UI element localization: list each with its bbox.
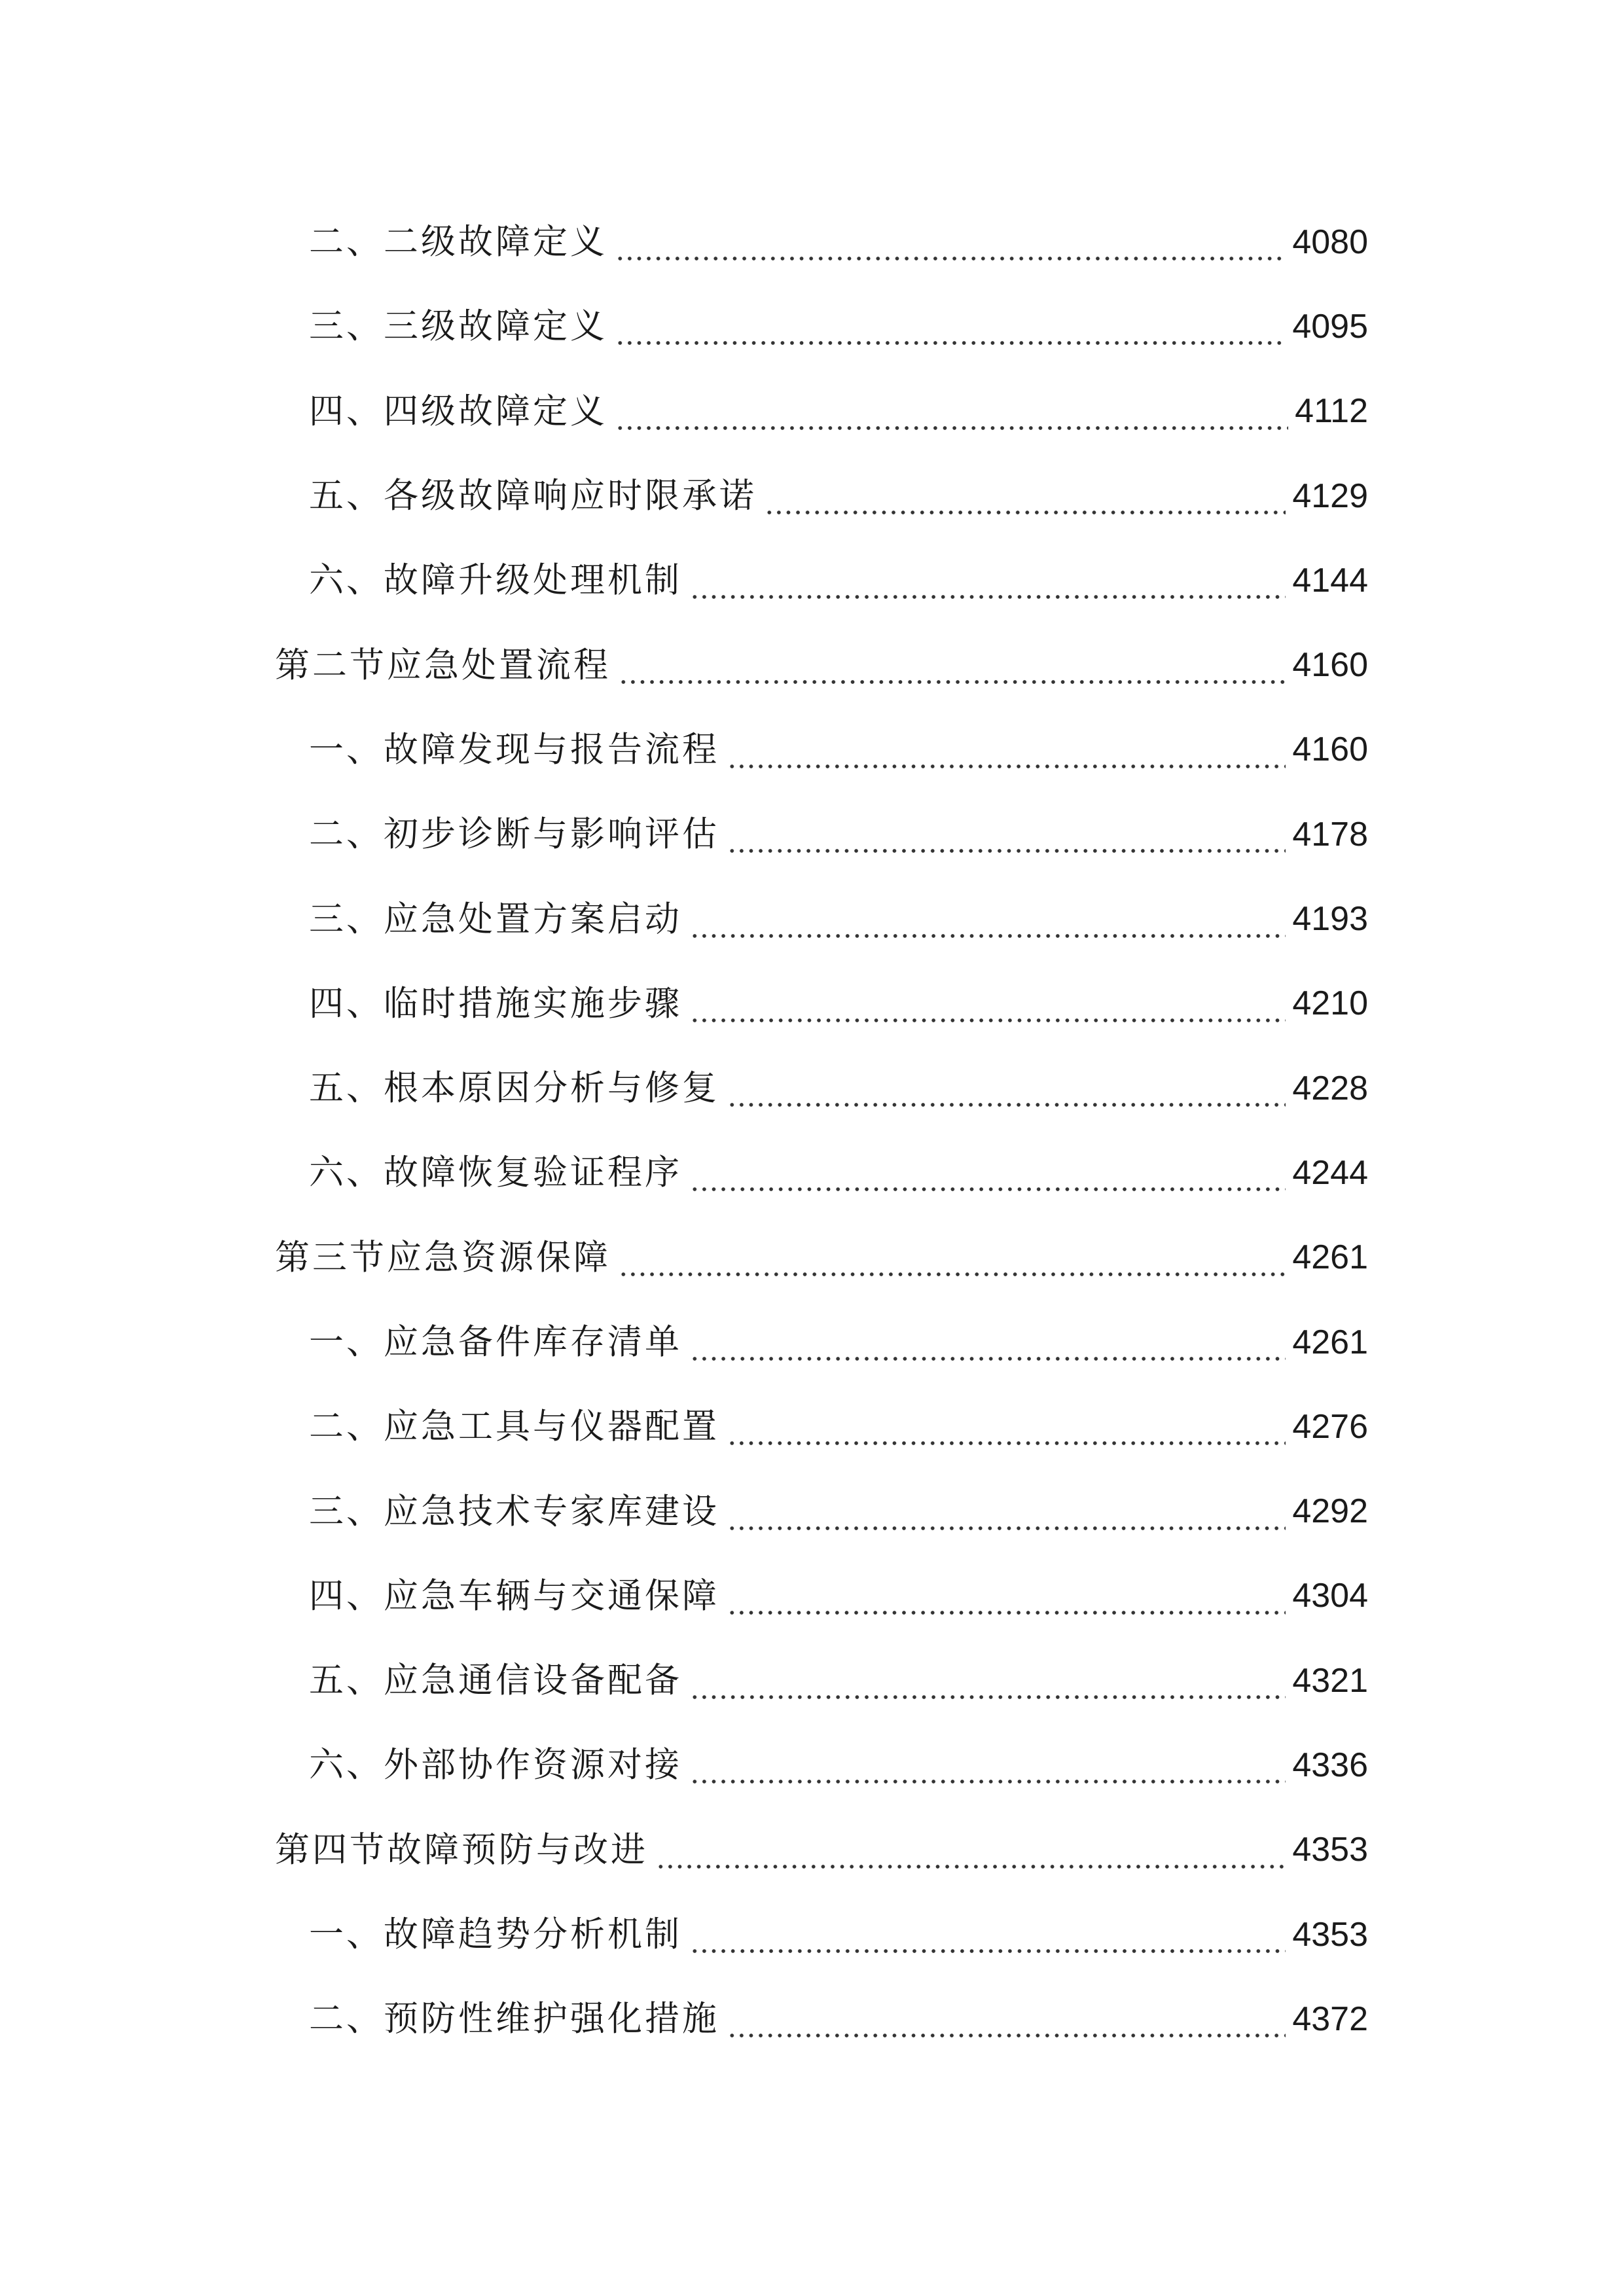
toc-subsection-entry[interactable] bbox=[275, 1130, 1368, 1215]
toc-subsection-entry[interactable] bbox=[275, 1892, 1368, 1977]
toc-dot-leader bbox=[690, 567, 1286, 601]
toc-dot-leader bbox=[727, 2005, 1286, 2040]
toc-entry-title: 第四节故障预防与改进 bbox=[275, 1829, 648, 1870]
toc-dot-leader bbox=[727, 736, 1286, 771]
toc-page-number: 4178 bbox=[1292, 815, 1368, 853]
toc-page-number: 4210 bbox=[1292, 984, 1368, 1023]
toc-entry-title: 五、根本原因分析与修复 bbox=[309, 1068, 719, 1109]
toc-page-number: 4292 bbox=[1292, 1492, 1368, 1531]
toc-entry-title: 第二节应急处置流程 bbox=[275, 645, 611, 685]
toc-entry-title: 二、初步诊断与影响评估 bbox=[309, 814, 719, 855]
toc-subsection-entry[interactable] bbox=[275, 708, 1368, 792]
toc-dot-leader bbox=[690, 1751, 1286, 1786]
toc-entry-title: 三、三级故障定义 bbox=[309, 306, 607, 347]
toc-page-number: 4353 bbox=[1292, 1831, 1368, 1869]
toc-entry-title: 二、应急工具与仪器配置 bbox=[309, 1407, 719, 1447]
toc-page-number: 4304 bbox=[1292, 1577, 1368, 1615]
toc-dot-leader bbox=[690, 1159, 1286, 1194]
toc-subsection-entry[interactable] bbox=[275, 538, 1368, 622]
toc-subsection-entry[interactable] bbox=[275, 1384, 1368, 1469]
toc-subsection-entry[interactable] bbox=[275, 454, 1368, 538]
toc-page-number: 4129 bbox=[1292, 476, 1368, 515]
toc-entry-title: 一、应急备件库存清单 bbox=[309, 1322, 682, 1362]
toc-entry-title: 四、临时措施实施步骤 bbox=[309, 983, 682, 1024]
toc-subsection-entry[interactable] bbox=[275, 1554, 1368, 1638]
toc-entry-title: 一、故障发现与报告流程 bbox=[309, 729, 719, 770]
toc-dot-leader bbox=[615, 228, 1286, 263]
table-of-contents bbox=[275, 200, 1368, 2062]
toc-entry-title: 第三节应急资源保障 bbox=[275, 1237, 611, 1278]
toc-dot-leader bbox=[690, 1329, 1286, 1363]
toc-subsection-entry[interactable] bbox=[275, 1723, 1368, 1807]
toc-subsection-entry[interactable] bbox=[275, 876, 1368, 961]
toc-dot-leader bbox=[615, 313, 1286, 348]
toc-dot-leader bbox=[727, 1075, 1286, 1109]
toc-dot-leader bbox=[690, 906, 1286, 941]
toc-dot-leader bbox=[615, 398, 1288, 433]
toc-subsection-entry[interactable] bbox=[275, 1046, 1368, 1130]
toc-dot-leader bbox=[619, 1244, 1286, 1279]
toc-page-number: 4193 bbox=[1292, 900, 1368, 939]
toc-entry-title: 五、各级故障响应时限承诺 bbox=[309, 476, 757, 516]
toc-dot-leader bbox=[690, 1667, 1286, 1702]
toc-page-number: 4160 bbox=[1292, 646, 1368, 685]
toc-page-number: 4261 bbox=[1292, 1238, 1368, 1277]
toc-entry-title: 六、外部协作资源对接 bbox=[309, 1745, 682, 1785]
toc-dot-leader bbox=[619, 652, 1286, 687]
toc-subsection-entry[interactable] bbox=[275, 961, 1368, 1046]
toc-section-entry[interactable] bbox=[275, 622, 1368, 707]
toc-entry-title: 五、应急通信设备配备 bbox=[309, 1660, 682, 1701]
toc-entry-title: 四、应急车辆与交通保障 bbox=[309, 1575, 719, 1616]
toc-section-entry[interactable] bbox=[275, 1215, 1368, 1300]
toc-page-number: 4228 bbox=[1292, 1069, 1368, 1107]
toc-subsection-entry[interactable] bbox=[275, 792, 1368, 876]
toc-dot-leader bbox=[656, 1837, 1286, 1871]
toc-page-number: 4261 bbox=[1292, 1323, 1368, 1361]
toc-subsection-entry[interactable] bbox=[275, 1977, 1368, 2061]
toc-dot-leader bbox=[690, 1921, 1286, 1956]
toc-section-entry[interactable] bbox=[275, 1808, 1368, 1892]
toc-entry-title: 三、应急处置方案启动 bbox=[309, 899, 682, 939]
toc-page-number: 4160 bbox=[1292, 730, 1368, 769]
toc-subsection-entry[interactable] bbox=[275, 1638, 1368, 1723]
toc-page-number: 4244 bbox=[1292, 1153, 1368, 1192]
toc-dot-leader bbox=[727, 821, 1286, 855]
toc-subsection-entry[interactable] bbox=[275, 369, 1368, 454]
toc-entry-title: 二、预防性维护强化措施 bbox=[309, 1999, 719, 2039]
toc-subsection-entry[interactable] bbox=[275, 1300, 1368, 1384]
toc-dot-leader bbox=[727, 1583, 1286, 1617]
toc-entry-title: 一、故障趋势分析机制 bbox=[309, 1914, 682, 1955]
toc-entry-title: 六、故障升级处理机制 bbox=[309, 560, 682, 601]
toc-subsection-entry[interactable] bbox=[275, 284, 1368, 368]
toc-subsection-entry[interactable] bbox=[275, 200, 1368, 284]
toc-page-number: 4336 bbox=[1292, 1746, 1368, 1784]
toc-entry-title: 四、四级故障定义 bbox=[309, 391, 607, 431]
toc-page-number: 4080 bbox=[1292, 223, 1368, 261]
toc-page-number: 4276 bbox=[1292, 1407, 1368, 1446]
toc-page-number: 4372 bbox=[1292, 2000, 1368, 2038]
toc-dot-leader bbox=[727, 1413, 1286, 1448]
toc-dot-leader bbox=[690, 990, 1286, 1025]
toc-dot-leader bbox=[727, 1498, 1286, 1533]
toc-page-number: 4144 bbox=[1292, 561, 1368, 600]
toc-dot-leader bbox=[765, 482, 1286, 517]
toc-page-number: 4353 bbox=[1292, 1915, 1368, 1954]
toc-subsection-entry[interactable] bbox=[275, 1469, 1368, 1553]
toc-entry-title: 六、故障恢复验证程序 bbox=[309, 1153, 682, 1193]
toc-entry-title: 三、应急技术专家库建设 bbox=[309, 1491, 719, 1532]
toc-page-number: 4112 bbox=[1295, 392, 1368, 431]
toc-page-number: 4321 bbox=[1292, 1661, 1368, 1700]
toc-page-number: 4095 bbox=[1292, 307, 1368, 346]
toc-entry-title: 二、二级故障定义 bbox=[309, 222, 607, 262]
